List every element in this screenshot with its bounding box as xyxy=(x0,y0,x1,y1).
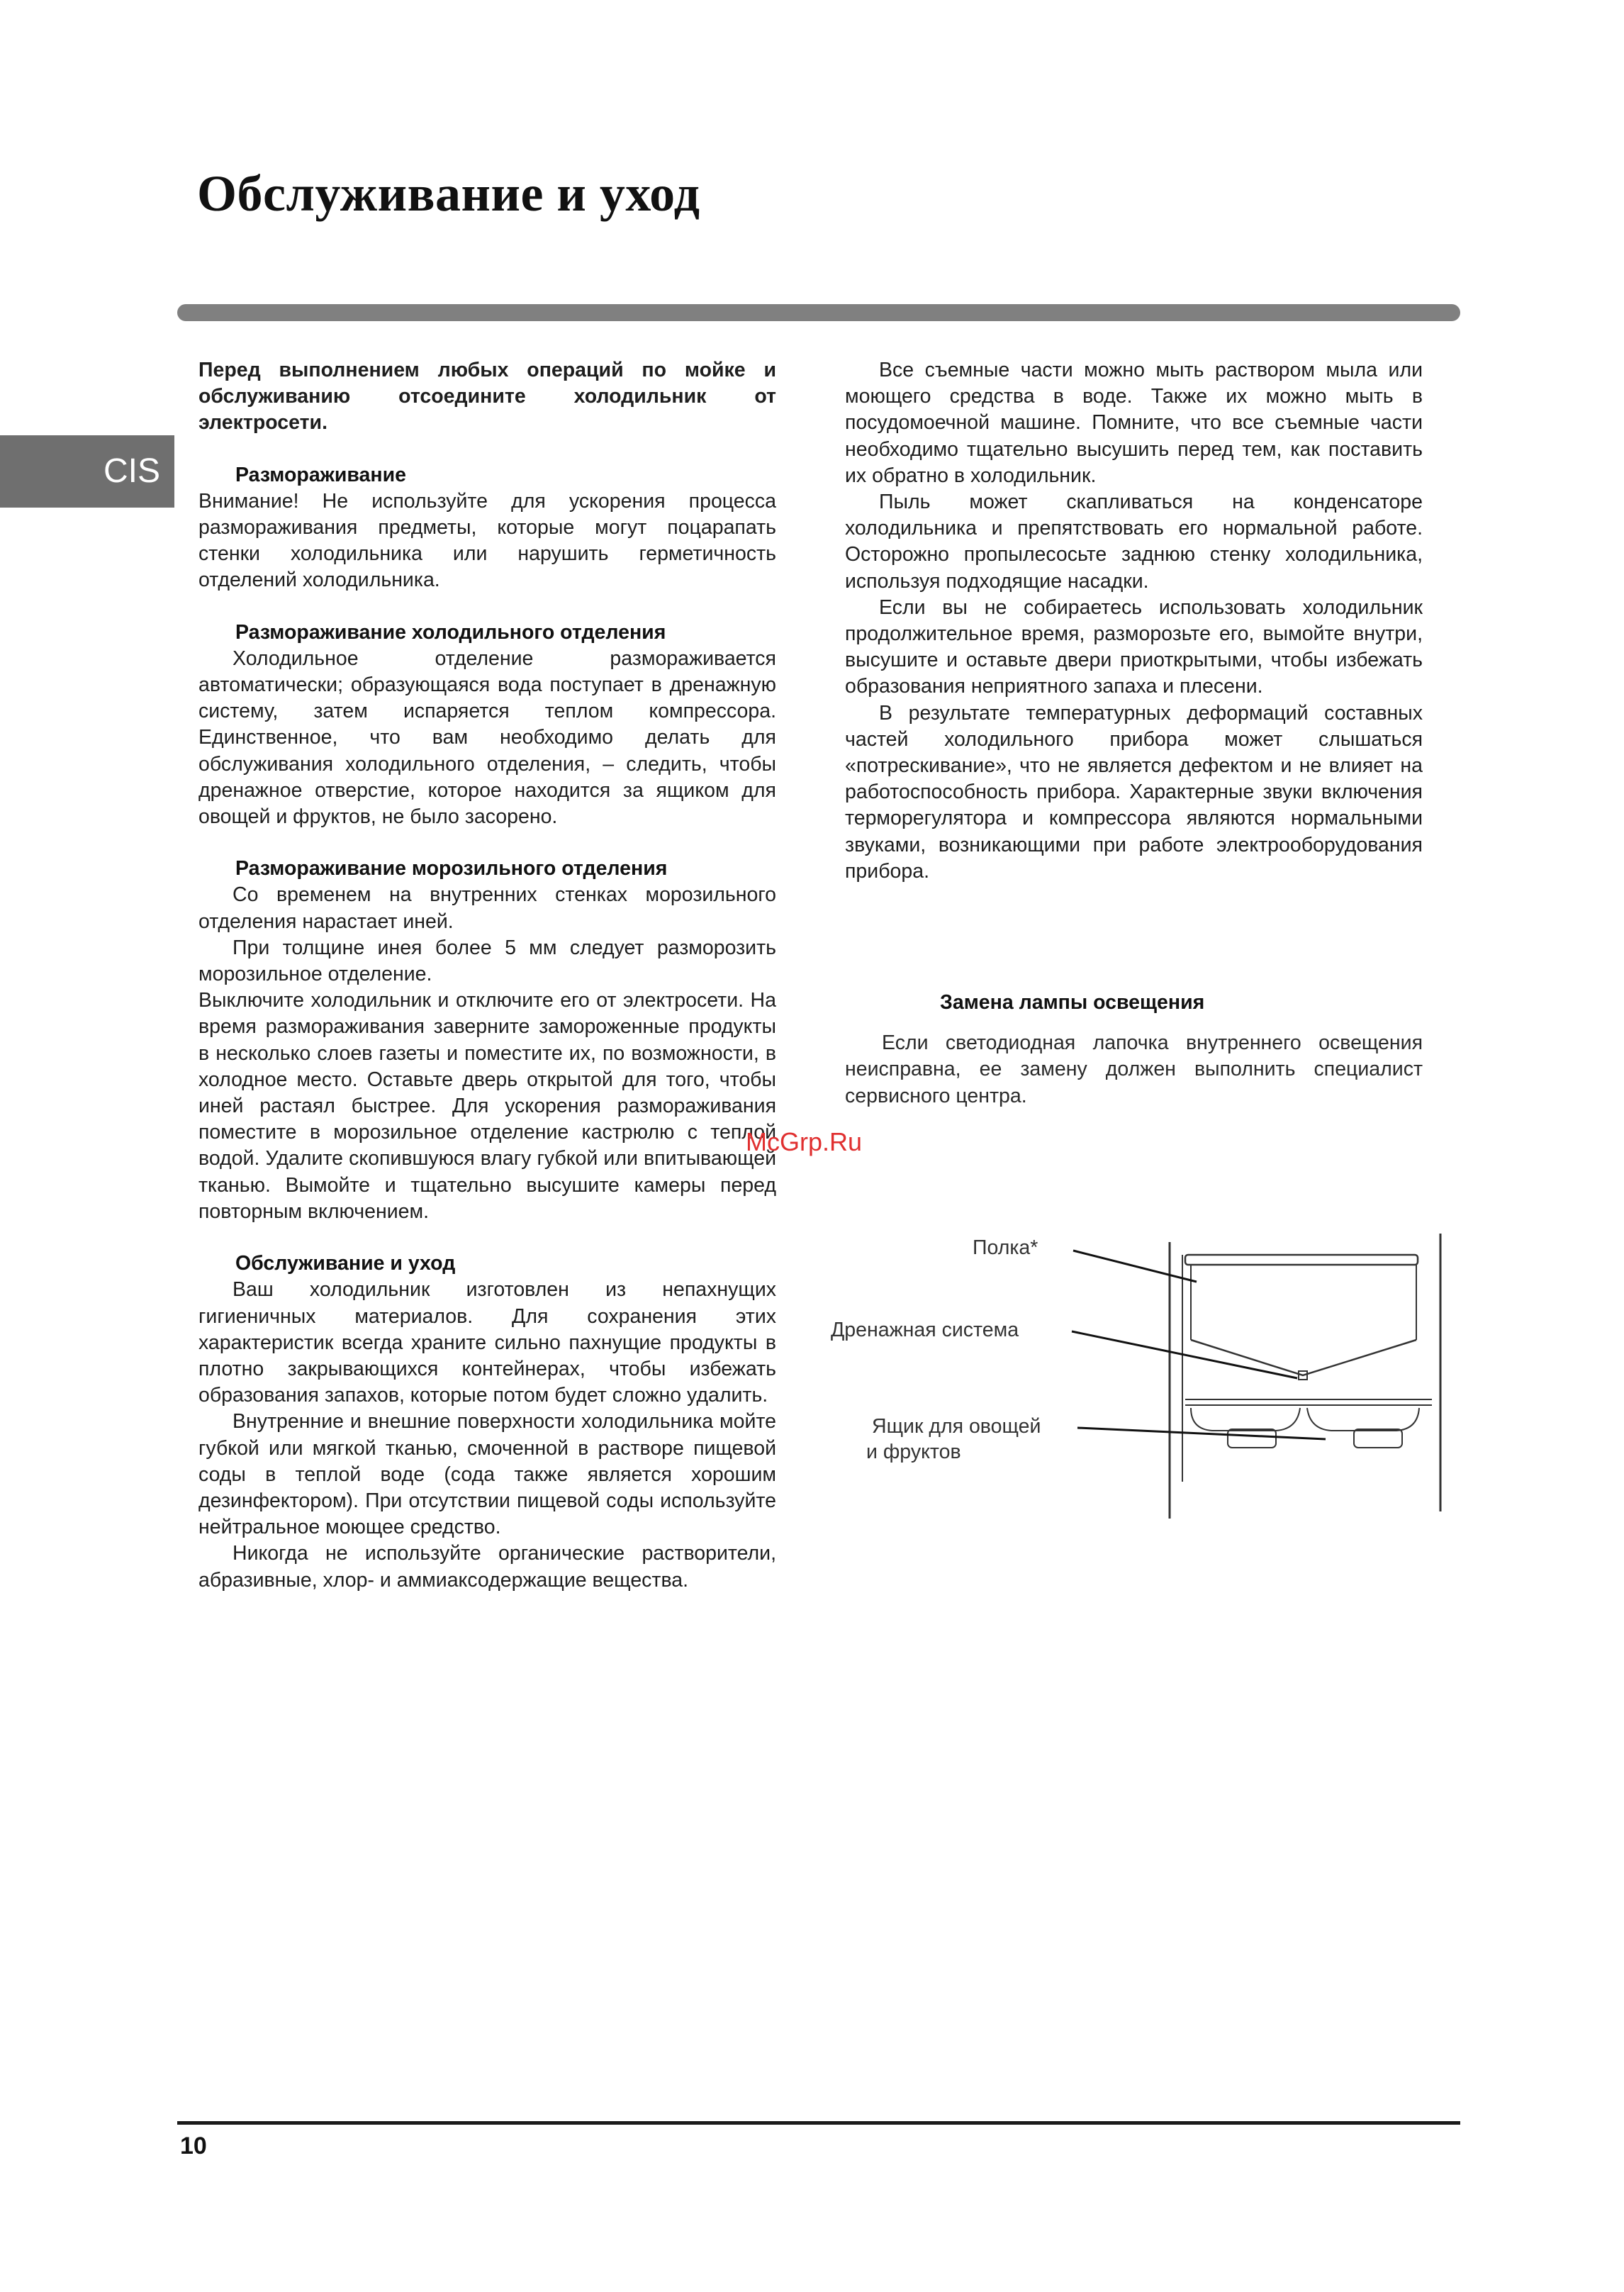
label-drawer-line-1: Ящик для овощей xyxy=(872,1415,1041,1438)
label-drain: Дренажная система xyxy=(831,1319,1019,1341)
watermark: McGrp.Ru xyxy=(746,1127,863,1156)
drawer-left-shape xyxy=(1191,1408,1300,1431)
callout-shelf-line xyxy=(1073,1251,1197,1282)
callout-drain-line xyxy=(1072,1331,1297,1378)
label-drawer-line-2: и фруктов xyxy=(866,1441,961,1463)
drain-funnel-shape xyxy=(1191,1340,1416,1375)
fridge-interior-illustration xyxy=(815,1205,1489,1538)
section-heading-fridge-defrost: Размораживание холодильного отделения xyxy=(235,620,666,644)
section-heading-lamp: Замена лампы освещения xyxy=(940,991,1205,1014)
paragraph: Холодильное отделение размораживается автоматически; образующаяся вода поступает в дренажную систему, затем испаряется теплом компрессора. Единственное, что вам необходимо делать для обслуживания холодильного отделения, – следить, чтобы дренажное отверстие, которое находится за ящиком для овощей и фруктов, не было засорено. xyxy=(198,647,776,829)
shelf-shape xyxy=(1185,1255,1418,1265)
region-tab: CIS xyxy=(0,435,174,508)
section-heading-freezer-defrost: Размораживание морозильного отделения xyxy=(235,857,668,881)
drawer-right-shape xyxy=(1307,1408,1419,1431)
paragraph: Внутренние и внешние поверхности холодильника мойте губкой или мягкой тканью, смоченной в растворе пищевой соды в теплой воде (сода также является хорошим дезинфектором). При отсутствии пищевой соды используйте нейтральное моющее средство. xyxy=(198,1410,776,1539)
header-divider xyxy=(177,304,1460,321)
paragraph: В результате температурных деформаций составных частей холодильного прибора может слышаться «потрескивание», что не является дефектом и не влияет на работоспособность прибора. Характерные звуки включения терморегулятора и компрессора являются нормальными звуками, возникающими при работе электрооборудования прибора. xyxy=(845,701,1423,883)
left-column xyxy=(198,357,776,1594)
paragraph: Пыль может скапливаться на конденсаторе холодильника и препятствовать его нормальной работе. Осторожно пропылесосьте заднюю стенку холодильника, используя подходящие насадки. xyxy=(845,491,1423,593)
right-column xyxy=(845,357,1423,885)
paragraph: При толщине инея более 5 мм следует разморозить морозильное отделение. xyxy=(198,936,776,986)
paragraph: Если светодиодная лапочка внутреннего освещения неисправна, ее замену должен выполнить специалист сервисного центра. xyxy=(845,1032,1423,1107)
paragraph: Никогда не используйте органические растворители, абразивные, хлор- и аммиаксодержащие вещества. xyxy=(198,1542,776,1592)
page-number: 10 xyxy=(180,2132,207,2159)
paragraph: Если вы не собираетесь использовать холодильник продолжительное время, разморозьте его, вымойте внутри, высушите и оставьте двери приоткрытыми, чтобы избежать образования неприятного запаха и плесени. xyxy=(845,596,1423,698)
section-heading-maintenance: Обслуживание и уход xyxy=(235,1252,456,1275)
fridge-diagram xyxy=(815,1205,1489,1538)
lamp-section xyxy=(845,990,1423,1109)
label-shelf: Полка* xyxy=(973,1236,1038,1259)
paragraph: Ваш холодильник изготовлен из непахнущих гигиеничных материалов. Для сохранения этих характеристик всегда храните сильно пахнущие продукты в плотно закрывающихся контейнерах, чтобы избежать образования запахов, которые потом будет сложно удалить. xyxy=(198,1278,776,1407)
footer-divider xyxy=(177,2121,1460,2125)
paragraph: Со временем на внутренних стенках морозильного отделения нарастает иней. xyxy=(198,883,776,933)
safety-warning: Перед выполнением любых операций по мойке и обслуживанию отсоедините холодильник от электросети. xyxy=(198,359,776,435)
paragraph: Выключите холодильник и отключите его от электросети. На время размораживания заверните замороженные продукты в несколько слоев газеты и поместите их, по возможности, в холодное место. Оставьте дверь открытой для того, чтобы иней растаял быстрее. Для ускорения размораживания поместите в морозильное отделение кастрюлю с теплой водой. Удалите скопившуюся влагу губкой или впитывающей тканью. Вымойте и тщательно высушите камеры перед повторным включением. xyxy=(198,989,776,1223)
section-heading-defrost: Размораживание xyxy=(235,463,406,486)
paragraph: Все съемные части можно мыть раствором мыла или моющего средства в воде. Также их можно мыть в посудомоечной машине. Помните, что все съемные части необходимо тщательно высушить перед тем, как поставить их обратно в холодильник. xyxy=(845,359,1423,487)
callout-drawer-line xyxy=(1077,1428,1326,1439)
page-title: Обслуживание и уход xyxy=(197,165,700,222)
paragraph: Внимание! Не используйте для ускорения процесса размораживания предметы, которые могут поцарапать стенки холодильника или нарушить герметичность отделений холодильника. xyxy=(198,489,776,592)
